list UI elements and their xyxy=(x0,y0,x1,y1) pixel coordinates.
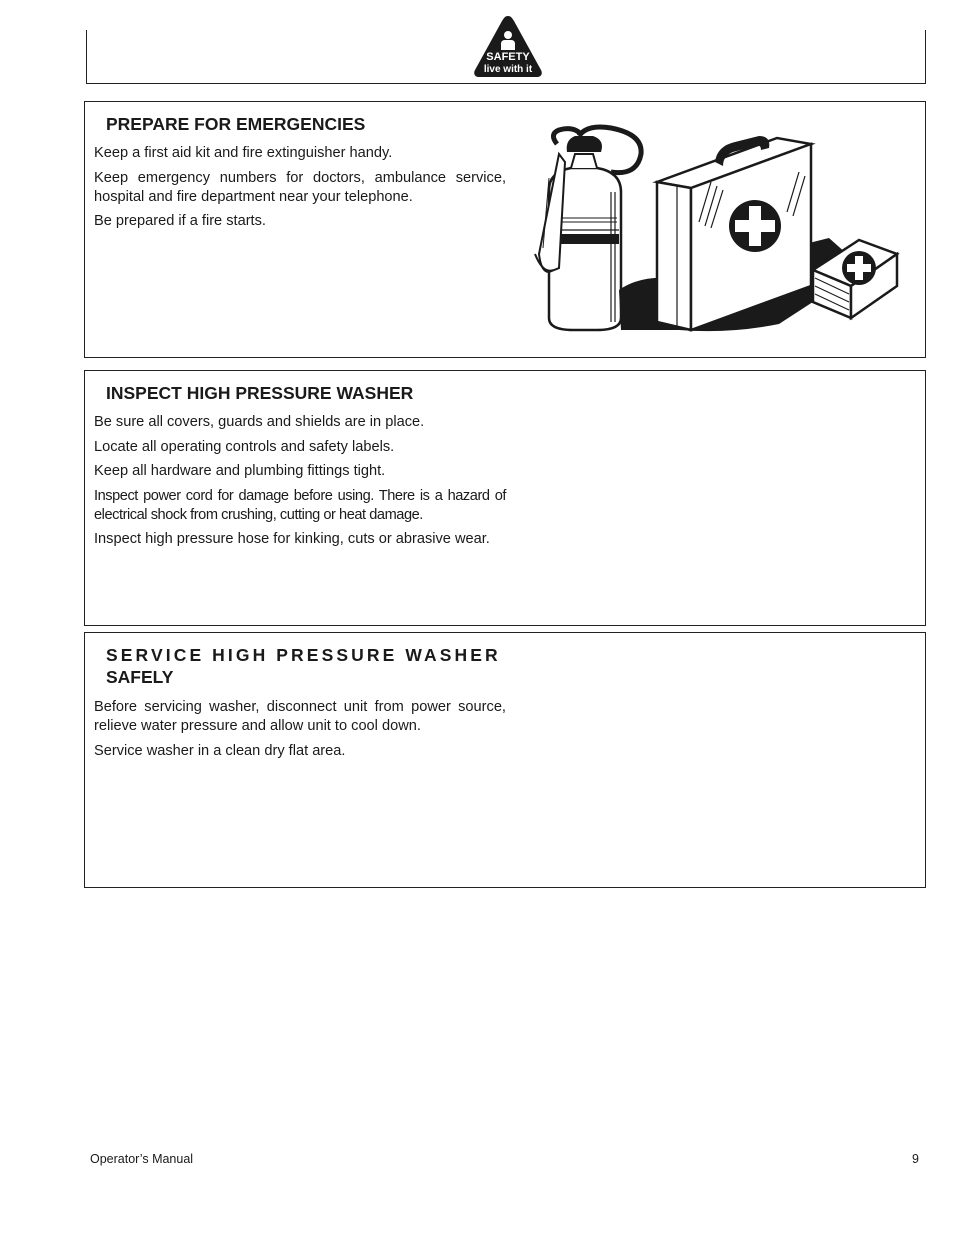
section-body xyxy=(94,698,506,766)
emergency-equipment-illustration xyxy=(529,122,901,334)
section-body xyxy=(94,413,506,555)
paragraph: Inspect power cord for damage before using. There is a hazard of electrical shock from crushing, cutting or heat damage. xyxy=(94,487,506,523)
paragraph: Be sure all covers, guards and shields are in place. xyxy=(94,414,425,430)
paragraph: Keep emergency numbers for doctors, ambulance service, hospital and fire department near your telephone. xyxy=(94,169,506,205)
paragraph: Inspect high pressure hose for kinking, cuts or abrasive wear. xyxy=(94,531,490,547)
paragraph: Keep all hardware and plumbing fittings tight. xyxy=(94,463,386,479)
section-body xyxy=(94,144,506,237)
section-title: INSPECT HIGH PRESSURE WASHER xyxy=(106,383,414,403)
section-title-line1: SERVICE HIGH PRESSURE WASHER xyxy=(106,645,501,665)
paragraph: Keep a first aid kit and fire extinguisher handy. xyxy=(94,145,393,161)
footer-page-number: 9 xyxy=(912,1152,919,1166)
section-inspect-high-pressure-washer xyxy=(84,370,926,626)
section-service-high-pressure-washer-safely xyxy=(84,632,926,888)
safety-logo-text: SAFETY xyxy=(486,51,530,63)
safety-logo-icon xyxy=(472,14,544,78)
section-title: PREPARE FOR EMERGENCIES xyxy=(106,114,366,134)
paragraph: Service washer in a clean dry flat area. xyxy=(94,742,346,759)
section-title xyxy=(106,644,508,688)
section-title-line2: SAFELY xyxy=(106,667,174,687)
section-prepare-for-emergencies xyxy=(84,101,926,358)
paragraph: Locate all operating controls and safety labels. xyxy=(94,438,395,455)
paragraph: Be prepared if a fire starts. xyxy=(94,213,266,229)
safety-logo-tagline: live with it xyxy=(483,64,533,75)
paragraph: Before servicing washer, disconnect unit from power source, relieve water pressure and allow unit to cool down. xyxy=(94,699,506,734)
footer-manual-name: Operator’s Manual xyxy=(90,1152,194,1166)
